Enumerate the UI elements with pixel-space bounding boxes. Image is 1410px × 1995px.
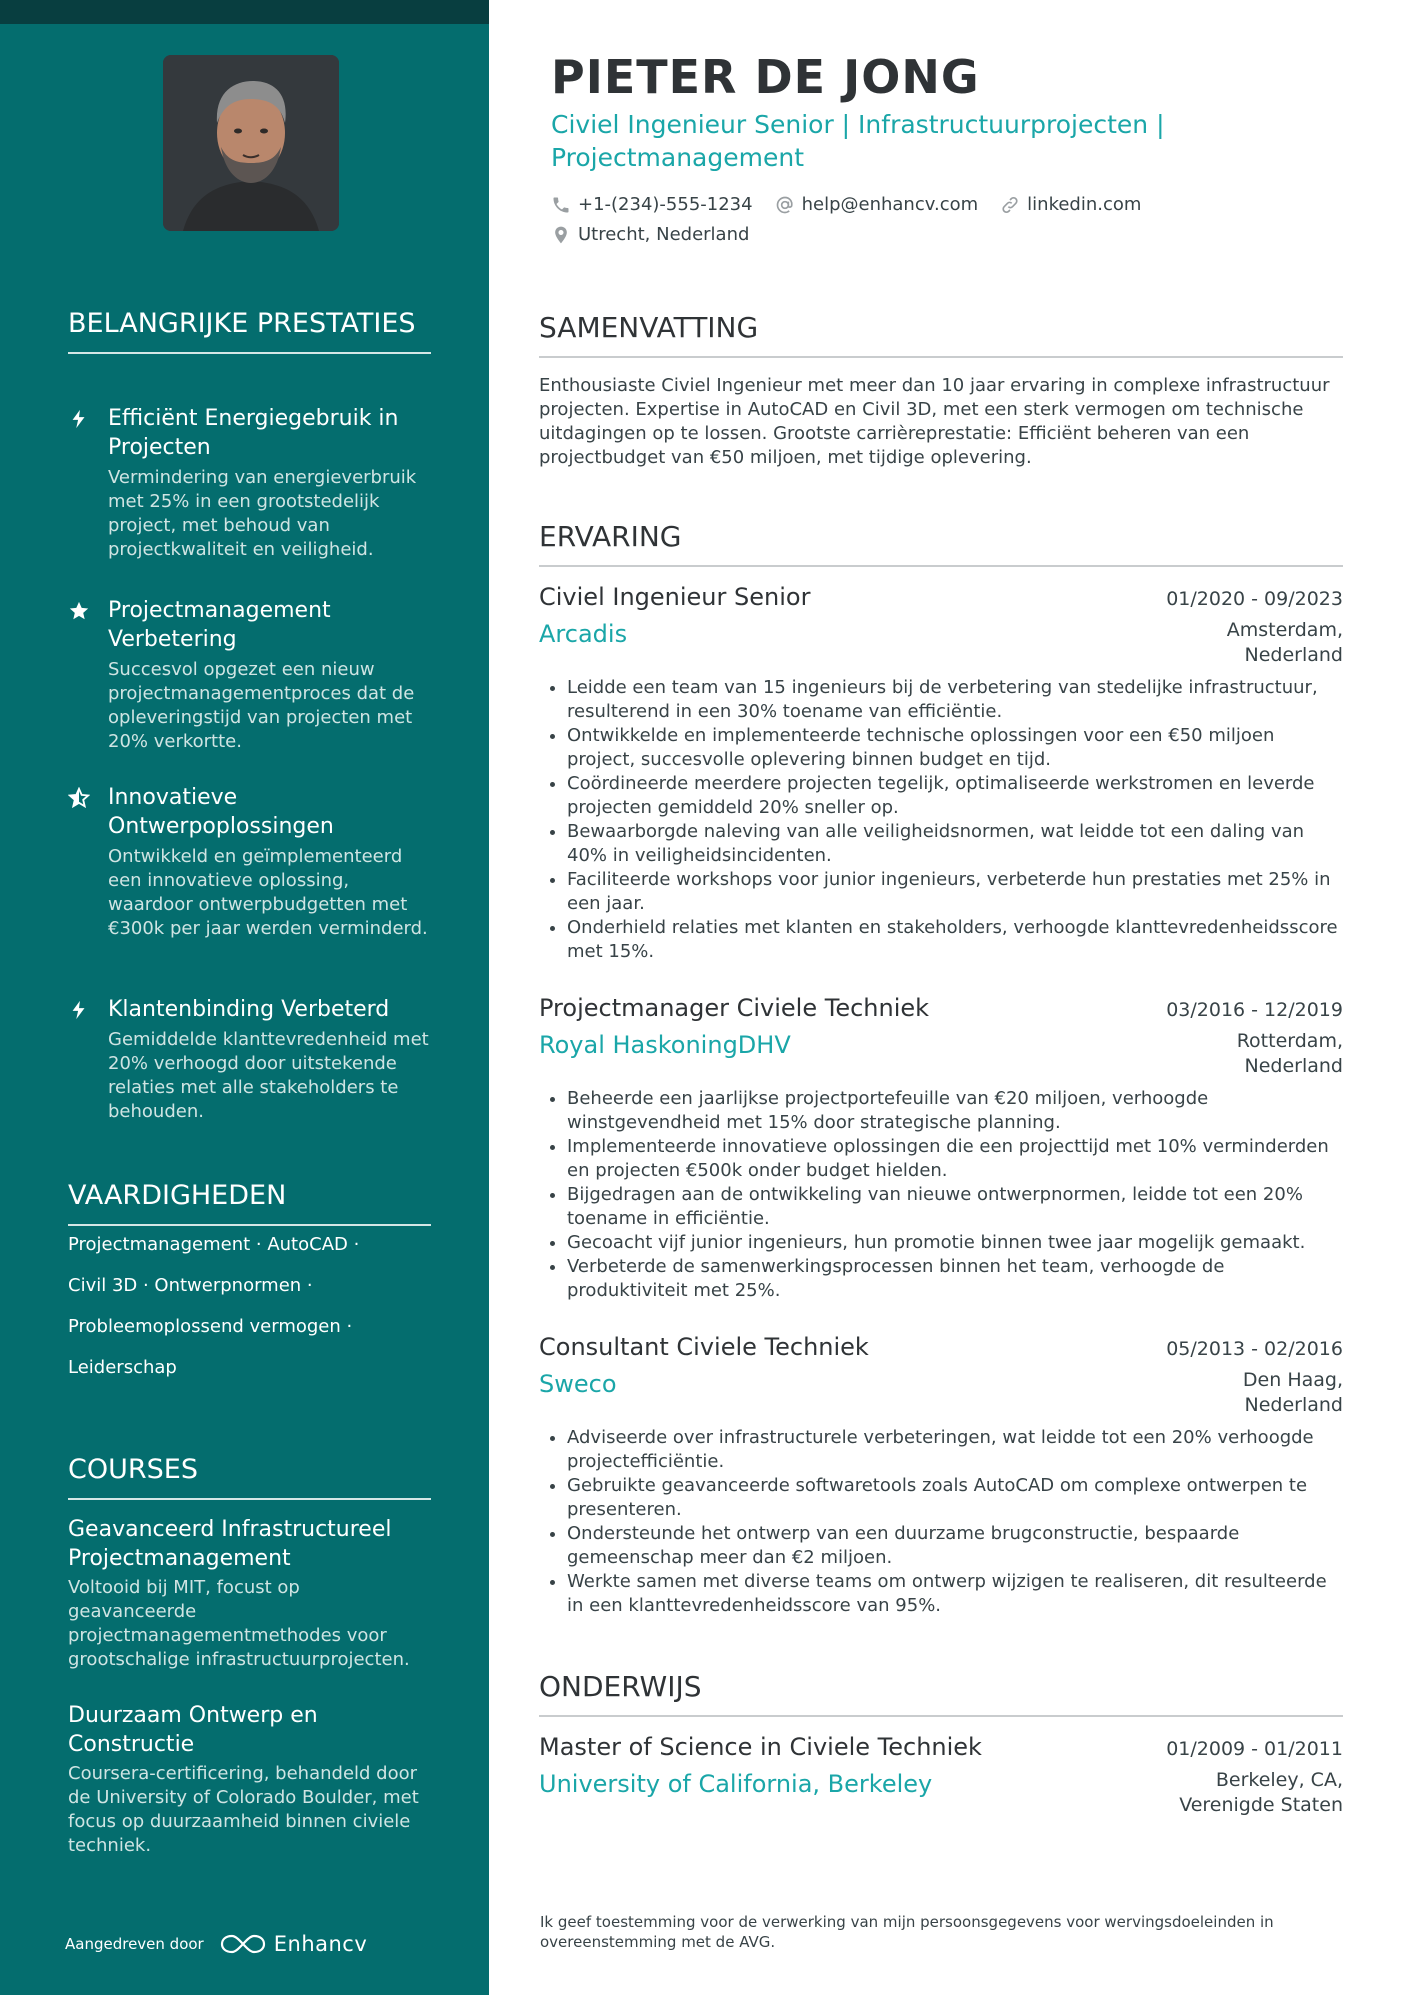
company-name[interactable]: Sweco xyxy=(539,1370,617,1398)
achievement-desc: Ontwikkeld en geïmplementeerd een innovatieve oplossing, waardoor ontwerpbudgetten met €300k per jaar werden verminderd. xyxy=(108,846,428,939)
bullet-item: • Werkte samen met diverse teams om ontwerp wijzigen te realiseren, dit resulteerde in een klanttevredenheidsscore van 95%. xyxy=(567,1570,1343,1618)
bullet-item: • Implementeerde innovatieve oplossingen die een projecttijd met 10% verminderden en projecten €500k onder budget hielden. xyxy=(567,1135,1343,1183)
profile-photo xyxy=(163,55,339,231)
school-name[interactable]: University of California, Berkeley xyxy=(539,1770,933,1798)
bullet-item: • Faciliteerde workshops voor junior ingenieurs, verbeterde hun prestaties met 25% in een jaar. xyxy=(567,868,1343,916)
powered-by-label: Aangedreven door xyxy=(65,1935,204,1953)
job-title: Projectmanager Civiele Techniek xyxy=(539,994,930,1022)
skills-heading: VAARDIGHEDEN xyxy=(68,1178,431,1226)
consent-text: Ik geef toestemming voor de verwerking van mijn persoonsgegevens voor wervingsdoeleinden in overeenstemming met de AVG. xyxy=(540,1913,1274,1951)
contact-email[interactable] xyxy=(775,194,979,215)
company-name[interactable]: Arcadis xyxy=(539,620,628,648)
job-entry xyxy=(539,580,1343,964)
bullet-item: • Gebruikte geavanceerde softwaretools zoals AutoCAD om complexe ontwerpen te presenteren. xyxy=(567,1474,1343,1522)
half-star-icon xyxy=(68,787,90,809)
bullet-item: • Adviseerde over infrastructurele verbeteringen, wat leidde tot een 20% verhoogde projectefficiëntie. xyxy=(567,1426,1343,1474)
achievement-item xyxy=(68,596,431,754)
job-location: Den Haag, Nederland xyxy=(1242,1369,1343,1416)
contact-linkedin[interactable] xyxy=(1000,194,1141,215)
job-bullets xyxy=(539,1087,1343,1303)
bullet-item: • Verbeterde de samenwerkingsprocessen binnen het team, verhoogde de produktiviteit met 25%. xyxy=(567,1255,1343,1303)
location-text: Utrecht, Nederland xyxy=(578,224,750,245)
experience-heading: ERVARING xyxy=(539,519,1343,567)
bullet-item: • Ondersteunde het ontwerp van een duurzame brugconstructie, bespaarde gemeenschap meer dan €2 miljoen. xyxy=(567,1522,1343,1570)
achievement-title: Projectmanagement Verbetering xyxy=(108,598,331,652)
skill-line: Leiderschap xyxy=(68,1357,177,1378)
skill-line: Projectmanagement · AutoCAD · xyxy=(68,1234,360,1255)
job-location: Rotterdam, Nederland xyxy=(1236,1030,1343,1077)
contact-location xyxy=(551,224,749,245)
course-item xyxy=(68,1515,431,1672)
bullet-item: • Leidde een team van 15 ingenieurs bij de verbetering van stedelijke infrastructuur, resulterend in een 30% toename van efficiëntie. xyxy=(567,676,1343,724)
achievement-desc: Vermindering van energieverbruik met 25% in een grootstedelijk project, met behoud van projectkwaliteit en veiligheid. xyxy=(108,467,417,560)
skill-line: Civil 3D · Ontwerpnormen · xyxy=(68,1275,313,1296)
achievement-item xyxy=(68,783,431,941)
education-heading: ONDERWIJS xyxy=(539,1669,1343,1717)
email-text: help@enhancv.com xyxy=(801,194,979,215)
candidate-name: PIETER DE JONG xyxy=(551,50,980,104)
summary-heading: SAMENVATTING xyxy=(539,310,1343,358)
contact-row-location xyxy=(551,224,771,245)
bullet-item: • Ontwikkelde en implementeerde technische oplossingen voor een €50 miljoen project, succesvolle oplevering binnen budget en tijd. xyxy=(567,724,1343,772)
linkedin-text: linkedin.com xyxy=(1027,194,1142,215)
location-pin-icon xyxy=(551,225,571,245)
sidebar-top-band xyxy=(0,0,489,24)
education-location: Berkeley, CA, Verenigde Staten xyxy=(1179,1769,1343,1816)
link-icon xyxy=(1000,195,1020,215)
bolt-icon xyxy=(68,408,90,430)
course-desc: Voltooid bij MIT, focust op geavanceerde projectmanagementmethodes voor grootschalige infrastructuurprojecten. xyxy=(68,1577,410,1670)
course-desc: Coursera-certificering, behandeld door de University of Colorado Boulder, met focus op duurzaamheid binnen civiele techniek. xyxy=(68,1763,419,1856)
brand-logo[interactable] xyxy=(220,1932,368,1956)
job-location: Amsterdam, Nederland xyxy=(1226,619,1343,666)
bullet-item: • Gecoacht vijf junior ingenieurs, hun promotie binnen twee jaar mogelijk gemaakt. xyxy=(567,1231,1343,1255)
job-bullets xyxy=(539,676,1343,964)
brand-name: Enhancv xyxy=(273,1932,368,1956)
courses-heading: COURSES xyxy=(68,1452,431,1500)
job-dates: 05/2013 - 02/2016 xyxy=(1166,1338,1343,1360)
job-title: Consultant Civiele Techniek xyxy=(539,1333,869,1361)
job-dates: 03/2016 - 12/2019 xyxy=(1166,999,1343,1021)
course-item xyxy=(68,1701,431,1858)
at-icon xyxy=(775,195,795,215)
course-title: Geavanceerd Infrastructureel Projectmanagement xyxy=(68,1517,392,1571)
powered-by xyxy=(65,1932,367,1956)
job-entry xyxy=(539,991,1343,1303)
skills-list xyxy=(68,1224,388,1388)
bullet-item: • Beheerde een jaarlijkse projectportefeuille van €20 miljoen, verhoogde winstgevendheid met 15% door strategische planning. xyxy=(567,1087,1343,1135)
achievements-heading: BELANGRIJKE PRESTATIES xyxy=(68,306,431,354)
summary-text: Enthousiaste Civiel Ingenieur met meer dan 10 jaar ervaring in complexe infrastructuur projecten. Expertise in AutoCAD en Civil 3D, met een sterk vermogen om technische uitdagingen op te lossen. Grootste carrièreprestatie: Efficiënt beheren van een projectbudget van €50 miljoen, met tijdige oplevering. xyxy=(539,375,1330,468)
course-title: Duurzaam Ontwerp en Constructie xyxy=(68,1703,318,1757)
infinity-icon xyxy=(220,1933,266,1955)
degree-title: Master of Science in Civiele Techniek xyxy=(539,1733,982,1761)
achievement-desc: Gemiddelde klanttevredenheid met 20% verhoogd door uitstekende relaties met alle stakeholders te behouden. xyxy=(108,1029,429,1122)
achievement-item xyxy=(68,995,431,1124)
sidebar xyxy=(0,0,489,1995)
job-dates: 01/2020 - 09/2023 xyxy=(1166,588,1343,610)
phone-icon xyxy=(551,195,571,215)
education-entry xyxy=(539,1730,1343,1818)
achievement-title: Klantenbinding Verbeterd xyxy=(108,997,390,1022)
job-entry xyxy=(539,1330,1343,1618)
achievement-title: Innovatieve Ontwerpoplossingen xyxy=(108,785,334,839)
bullet-item: • Bijgedragen aan de ontwikkeling van nieuwe ontwerpnormen, leidde tot een 20% toename in efficiëntie. xyxy=(567,1183,1343,1231)
star-icon xyxy=(68,600,90,622)
contact-row xyxy=(551,194,1163,215)
job-title: Civiel Ingenieur Senior xyxy=(539,583,811,611)
achievement-desc: Succesvol opgezet een nieuw projectmanagementproces dat de opleveringstijd van projecten met 20% verkortte. xyxy=(108,659,415,752)
candidate-title: Civiel Ingenieur Senior | Infrastructuurprojecten | Projectmanagement xyxy=(551,110,1165,172)
bullet-item: • Coördineerde meerdere projecten tegelijk, optimaliseerde werkstromen en leverde projecten gemiddeld 20% sneller op. xyxy=(567,772,1343,820)
phone-text: +1-(234)-555-1234 xyxy=(578,194,753,215)
bullet-item: • Onderhield relaties met klanten en stakeholders, verhoogde klanttevredenheidsscore met 15%. xyxy=(567,916,1343,964)
contact-phone[interactable] xyxy=(551,194,753,215)
bolt-icon xyxy=(68,999,90,1021)
bullet-item: • Bewaarborgde naleving van alle veiligheidsnormen, wat leidde tot een daling van 40% in veiligheidsincidenten. xyxy=(567,820,1343,868)
achievement-item xyxy=(68,404,431,562)
achievement-title: Efficiënt Energiegebruik in Projecten xyxy=(108,406,399,460)
job-bullets xyxy=(539,1426,1343,1618)
skill-line: Probleemoplossend vermogen · xyxy=(68,1316,353,1337)
education-dates: 01/2009 - 01/2011 xyxy=(1166,1738,1343,1760)
company-name[interactable]: Royal HaskoningDHV xyxy=(539,1031,791,1059)
